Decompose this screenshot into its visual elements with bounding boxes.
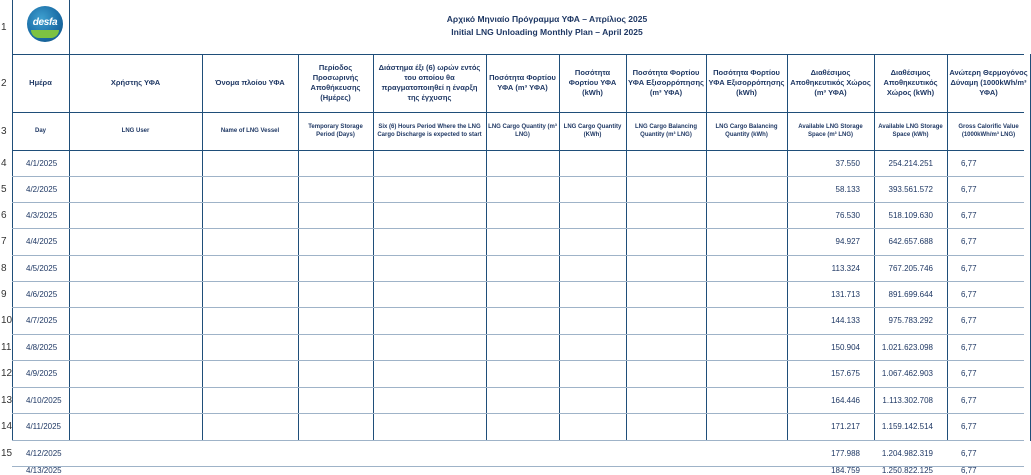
cell-available-storage-kwh[interactable]: 1.159.142.514 [881,422,933,431]
cell-day[interactable]: 4/3/2025 [26,210,58,220]
cell-day[interactable]: 4/12/2025 [26,448,62,458]
title-greek: Αρχικό Μηνιαίο Πρόγραμμα ΥΦΑ – Απρίλιος 2025 [446,14,648,24]
row-number[interactable]: 5 [0,176,12,202]
column-header-greek[interactable]: Ποσότητα Φορτίου ΥΦΑ (kWh) [568,68,617,97]
cell-available-storage-m3[interactable]: 58.133 [835,184,860,194]
cell-day[interactable]: 4/7/2025 [26,316,58,325]
cell-available-storage-kwh[interactable]: 518.109.630 [888,210,933,220]
cell-gross-calorific-value[interactable]: 6,77 [961,210,977,220]
column-header-greek[interactable]: Χρήστης ΥΦΑ [110,78,161,87]
row-number[interactable]: 1 [0,0,12,54]
cell-available-storage-m3[interactable]: 150.904 [831,342,860,352]
column-header-english[interactable]: Name of LNG Vessel [220,128,280,134]
cell-available-storage-kwh[interactable]: 642.657.688 [888,237,933,246]
cell-available-storage-m3[interactable]: 164.446 [831,395,860,405]
column-header-greek[interactable]: Ποσότητα Φορτίου ΥΦΑ (m³ ΥΦΑ) [489,73,556,92]
cell-day[interactable]: 4/11/2025 [26,422,61,431]
cell-day[interactable]: 4/6/2025 [26,289,58,299]
column-header-greek[interactable]: Διαθέσιμος Αποθηκευτικός Χώρος (m³ ΥΦΑ) [790,68,871,97]
cell-day[interactable]: 4/5/2025 [26,263,58,273]
cell-day[interactable]: 4/13/2025 [26,466,62,475]
cell-gross-calorific-value[interactable]: 6,77 [961,158,977,168]
cell-day[interactable]: 4/9/2025 [26,369,58,378]
column-header-english[interactable]: Available LNG Storage Space (kWh) [878,124,943,138]
cell-available-storage-m3[interactable]: 94.927 [835,237,860,246]
cell-available-storage-kwh[interactable]: 891.699.644 [888,289,933,299]
column-header-english[interactable]: LNG Cargo Quantity (m³ LNG) [488,124,557,138]
cell-gross-calorific-value[interactable]: 6,77 [961,422,977,431]
column-header-english[interactable]: LNG Cargo Balancing Quantity (kWh) [715,124,778,138]
column-header-english[interactable]: Available LNG Storage Space (m³ LNG) [798,124,863,138]
column-header-english[interactable]: Six (6) Hours Period Where the LNG Cargo Discharge is expected to start [377,124,482,138]
cell-day[interactable]: 4/8/2025 [26,342,58,352]
cell-available-storage-kwh[interactable]: 975.783.292 [888,316,933,325]
column-header-english[interactable]: Temporary Storage Period (Days) [308,124,363,138]
cell-gross-calorific-value[interactable]: 6,77 [961,369,977,378]
row-number[interactable]: 7 [0,228,12,255]
cell-day[interactable]: 4/1/2025 [26,158,58,168]
cell-available-storage-m3[interactable]: 157.675 [831,369,860,378]
row-number[interactable]: 13 [0,387,12,413]
cell-gross-calorific-value[interactable]: 6,77 [961,184,977,194]
column-header-greek[interactable]: Διαθέσιμος Αποθηκευτικός Χώρος (kWh) [883,68,938,97]
cell-available-storage-kwh[interactable]: 767.205.746 [888,263,933,273]
cell-available-storage-kwh[interactable]: 1.067.462.903 [881,369,933,378]
row-number[interactable]: 15 [0,440,12,466]
column-header-english[interactable]: LNG Cargo Quantity (KWh) [563,124,622,138]
column-header-english[interactable]: LNG User [121,128,150,134]
cell-gross-calorific-value[interactable]: 6,77 [961,448,977,458]
cell-available-storage-m3[interactable]: 177.988 [831,448,860,458]
cell-available-storage-m3[interactable]: 76.530 [835,210,860,220]
cell-gross-calorific-value[interactable]: 6,77 [961,289,977,299]
row-number[interactable]: 11 [0,334,12,360]
cell-available-storage-kwh[interactable]: 254.214.251 [888,158,933,168]
cell-gross-calorific-value[interactable]: 6,77 [961,395,977,405]
cell-available-storage-kwh[interactable]: 1.113.302.708 [882,395,933,405]
logo-text: desfa [32,17,58,28]
cell-gross-calorific-value[interactable]: 6,77 [961,316,977,325]
row-number[interactable]: 8 [0,255,12,281]
column-header-greek[interactable]: Ανώτερη Θερμογόνος Δύναμη (1000kWh/m³ ΥΦΑ) [949,68,1028,97]
column-header-greek[interactable]: Περίοδος Προσωρινής Αποθήκευσης (Ημέρες) [310,63,361,102]
row-number[interactable]: 10 [0,307,12,334]
cell-gross-calorific-value[interactable]: 6,77 [961,466,977,475]
row-number[interactable]: 4 [0,150,12,176]
cell-gross-calorific-value[interactable]: 6,77 [961,342,977,352]
cell-day[interactable]: 4/4/2025 [26,237,58,246]
cell-available-storage-m3[interactable]: 171.217 [831,422,860,431]
cell-available-storage-m3[interactable]: 144.133 [831,316,860,325]
sheet-title [70,10,1024,42]
row-number[interactable]: 9 [0,281,12,307]
row-number[interactable]: 12 [0,360,12,387]
cell-available-storage-kwh[interactable]: 1.204.982.319 [881,448,933,458]
cell-gross-calorific-value[interactable]: 6,77 [961,263,977,273]
row-number[interactable]: 3 [0,112,12,150]
column-header-greek[interactable]: Ποσότητα Φορτίου ΥΦΑ Εξισορρόπησης (kWh) [708,68,785,97]
column-header-greek[interactable]: Όνομα πλοίου ΥΦΑ [215,78,285,87]
column-header-greek[interactable]: Ποσότητα Φορτίου ΥΦΑ Εξισορρόπησης (m³ ΥΦΑ) [628,68,704,97]
desfa-logo-icon [27,6,63,42]
cell-available-storage-kwh[interactable]: 393.561.572 [888,184,933,194]
column-header-english[interactable]: Gross Calorific Value (1000kWh/m³ LNG) [958,124,1019,138]
cell-available-storage-kwh[interactable]: 1.021.623.098 [881,342,933,352]
cell-available-storage-m3[interactable]: 113.324 [831,263,860,273]
cell-gross-calorific-value[interactable]: 6,77 [961,237,977,246]
cell-day[interactable]: 4/10/2025 [26,395,62,405]
column-header-english[interactable]: Day [34,128,46,134]
column-header-greek[interactable]: Διάστημα έξι (6) ωρών εντός του οποίου θα πραγματοποιηθεί η έναρξη της έγχυσης [378,63,481,102]
cell-available-storage-m3[interactable]: 184.759 [831,466,860,475]
row-number[interactable]: 14 [0,413,12,440]
cell-available-storage-kwh[interactable]: 1.250.822.125 [881,466,933,475]
cell-available-storage-m3[interactable]: 37.550 [835,158,860,168]
row-number[interactable]: 2 [0,54,12,112]
title-english: Initial LNG Unloading Monthly Plan – April 2025 [451,27,643,37]
cell-day[interactable]: 4/2/2025 [26,184,58,194]
column-header-english[interactable]: LNG Cargo Balancing Quantity (m³ LNG) [634,124,697,138]
row-number[interactable]: 6 [0,202,12,228]
column-header-greek[interactable]: Ημέρα [29,78,52,87]
cell-available-storage-m3[interactable]: 131.713 [831,289,860,299]
